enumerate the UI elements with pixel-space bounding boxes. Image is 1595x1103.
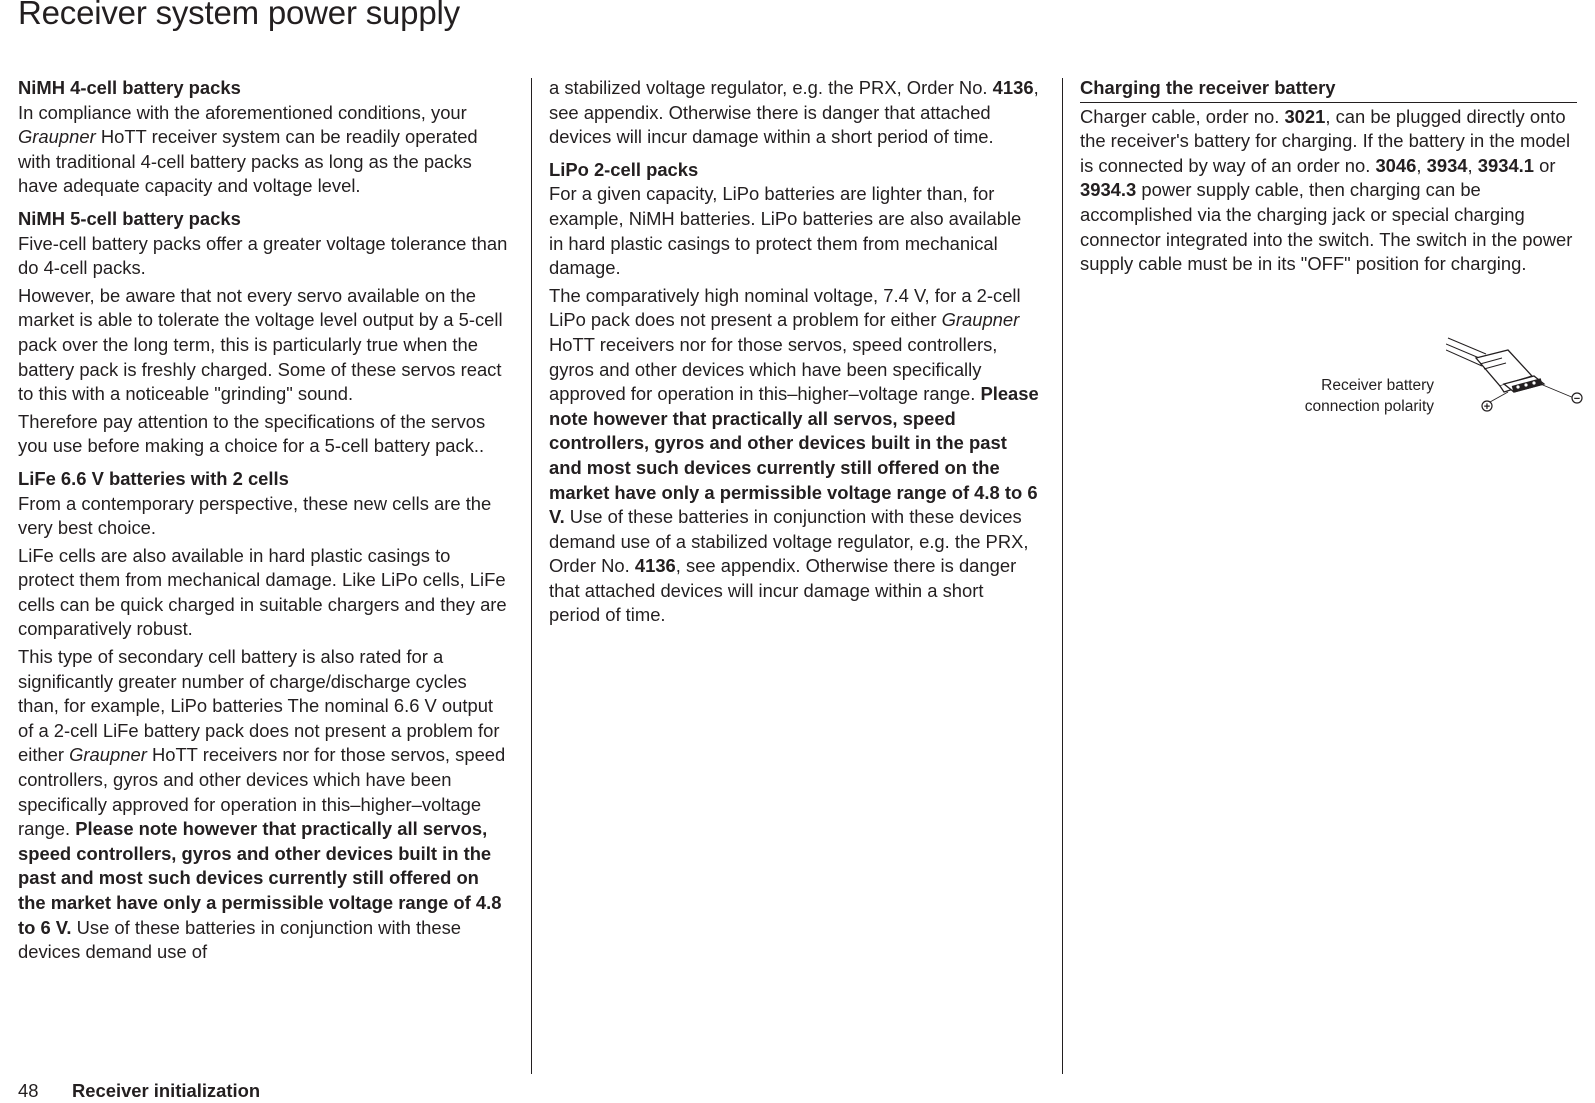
paragraph: The comparatively high nominal voltage, 7.4 V, for a 2-cell LiPo pack does not present a problem for either Graupner HoTT receivers nor for those servos, speed controllers, gyros and other devices which have been specifically approved for operation in this–higher–voltage range. Please note however that practically all servos, speed controllers, gyros and other devices built in the past and most such devices currently still offered on the market have only a permissible voltage range of 4.8 to 6 V. Use of these batteries in conjunction with these devices demand use of a stabilized voltage regulator, e.g. the PRX, Order No. 4136, see appendix. Otherwise there is danger that attached devices will incur damage within a short period of time. xyxy=(549,284,1039,626)
page-title: Receiver system power supply xyxy=(18,0,460,31)
paragraph: For a given capacity, LiPo batteries are lighter than, for example, NiMH batteries. LiPo batteries are also available in hard plastic casings to protect them from mechanical damage. xyxy=(549,183,1022,279)
brand-name: Graupner xyxy=(69,744,147,766)
paragraph: In compliance with the aforementioned conditions, your Graupner HoTT receiver system can be readily operated with traditional 4-cell battery packs as long as the packs have adequate capacity and voltage level. xyxy=(18,101,478,197)
section-continuation xyxy=(549,76,1039,150)
brand-name: Graupner xyxy=(18,126,96,148)
svg-text:+: + xyxy=(1483,401,1491,413)
order-number: 4136 xyxy=(634,555,676,577)
paragraph: This type of secondary cell battery is also rated for a significantly greater number of charge/discharge cycles than, for example, LiPo batteries The nominal 6.6 V output of a 2-cell LiFe battery pack does not present a problem for either Graupner HoTT receivers nor for those servos, speed controllers, gyros and other devices which have been specifically approved for operation in this–higher–voltage range. Please note however that practically all servos, speed controllers, gyros and other devices built in the past and most such devices currently still offered on the market have only a permissible voltage range of 4.8 to 6 V. Use of these batteries in conjunction with these devices demand use of xyxy=(18,646,506,963)
brand-name: Graupner xyxy=(941,309,1020,331)
battery-connector-diagram xyxy=(1446,336,1586,416)
order-number: 4136 xyxy=(992,77,1034,98)
section-nimh-4cell xyxy=(18,76,508,199)
minus-polarity-icon xyxy=(1572,393,1582,405)
paragraph: LiFe cells are also available in hard plastic casings to protect them from mechanical damage. Like LiPo cells, LiFe cells can be quick charged in suitable chargers and they are comparatively robust. xyxy=(18,544,507,640)
column-2 xyxy=(549,76,1039,636)
footer-section-title: Receiver initialization xyxy=(72,1080,261,1101)
column-1 xyxy=(18,76,508,973)
warning-text: Please note however that practically all servos, speed controllers, gyros and other devices built in the past and most such devices currently still offered on the market have only a permissible voltage range of 4.8 to 6 V. xyxy=(18,818,502,938)
column-divider xyxy=(531,78,532,1074)
svg-text:−: − xyxy=(1573,393,1581,405)
column-divider xyxy=(1062,78,1063,1074)
warning-text: Please note however that practically all servos, speed controllers, gyros and other devices built in the past and most such devices currently still offered on the market have only a permissible voltage range of 4.8 to 6 V. xyxy=(549,383,1039,528)
page-number: 48 xyxy=(18,1080,39,1101)
section-nimh-5cell xyxy=(18,207,508,459)
section-heading: NiMH 5-cell battery packs xyxy=(18,207,241,229)
paragraph: Five-cell battery packs offer a greater voltage tolerance than do 4-cell packs. xyxy=(18,232,508,279)
section-heading: LiPo 2-cell packs xyxy=(549,158,699,180)
plus-polarity-icon xyxy=(1482,401,1492,413)
section-heading: LiFe 6.6 V batteries with 2 cells xyxy=(18,467,289,489)
section-heading: NiMH 4-cell battery packs xyxy=(18,77,241,98)
paragraph: Therefore pay attention to the specifications of the servos you use before making a choice for a 5-cell battery pack.. xyxy=(18,410,486,457)
diagram-caption: Receiver battery connection polarity xyxy=(1304,377,1434,415)
paragraph: From a contemporary perspective, these new cells are the very best choice. xyxy=(18,492,492,539)
section-life xyxy=(18,467,508,965)
section-heading: Charging the receiver battery xyxy=(1080,76,1577,103)
page-footer xyxy=(18,1079,260,1103)
column-3 xyxy=(1080,76,1577,280)
paragraph: Charger cable, order no. 3021, can be plugged directly onto the receiver's battery for charging. If the battery in the model is connected by way of an order no. 3046, 3934, 3934.1 or 3934.3 power supply cable, then charging can be accomplished via the charging jack or special charging connector integrated into the switch. The switch in the power supply cable must be in its "OFF" position for charging. xyxy=(1080,105,1573,275)
section-lipo xyxy=(549,158,1039,628)
paragraph: a stabilized voltage regulator, e.g. the PRX, Order No. 4136, see appendix. Otherwise there is danger that attached devices will incur damage within a short period of time. xyxy=(549,77,1039,148)
paragraph: However, be aware that not every servo available on the market is able to tolerate the voltage level output by a 5-cell pack over the long term, this is particularly true when the battery pack is freshly charged. Some of these servos react to this with a noticeable "grinding" sound. xyxy=(18,284,503,405)
